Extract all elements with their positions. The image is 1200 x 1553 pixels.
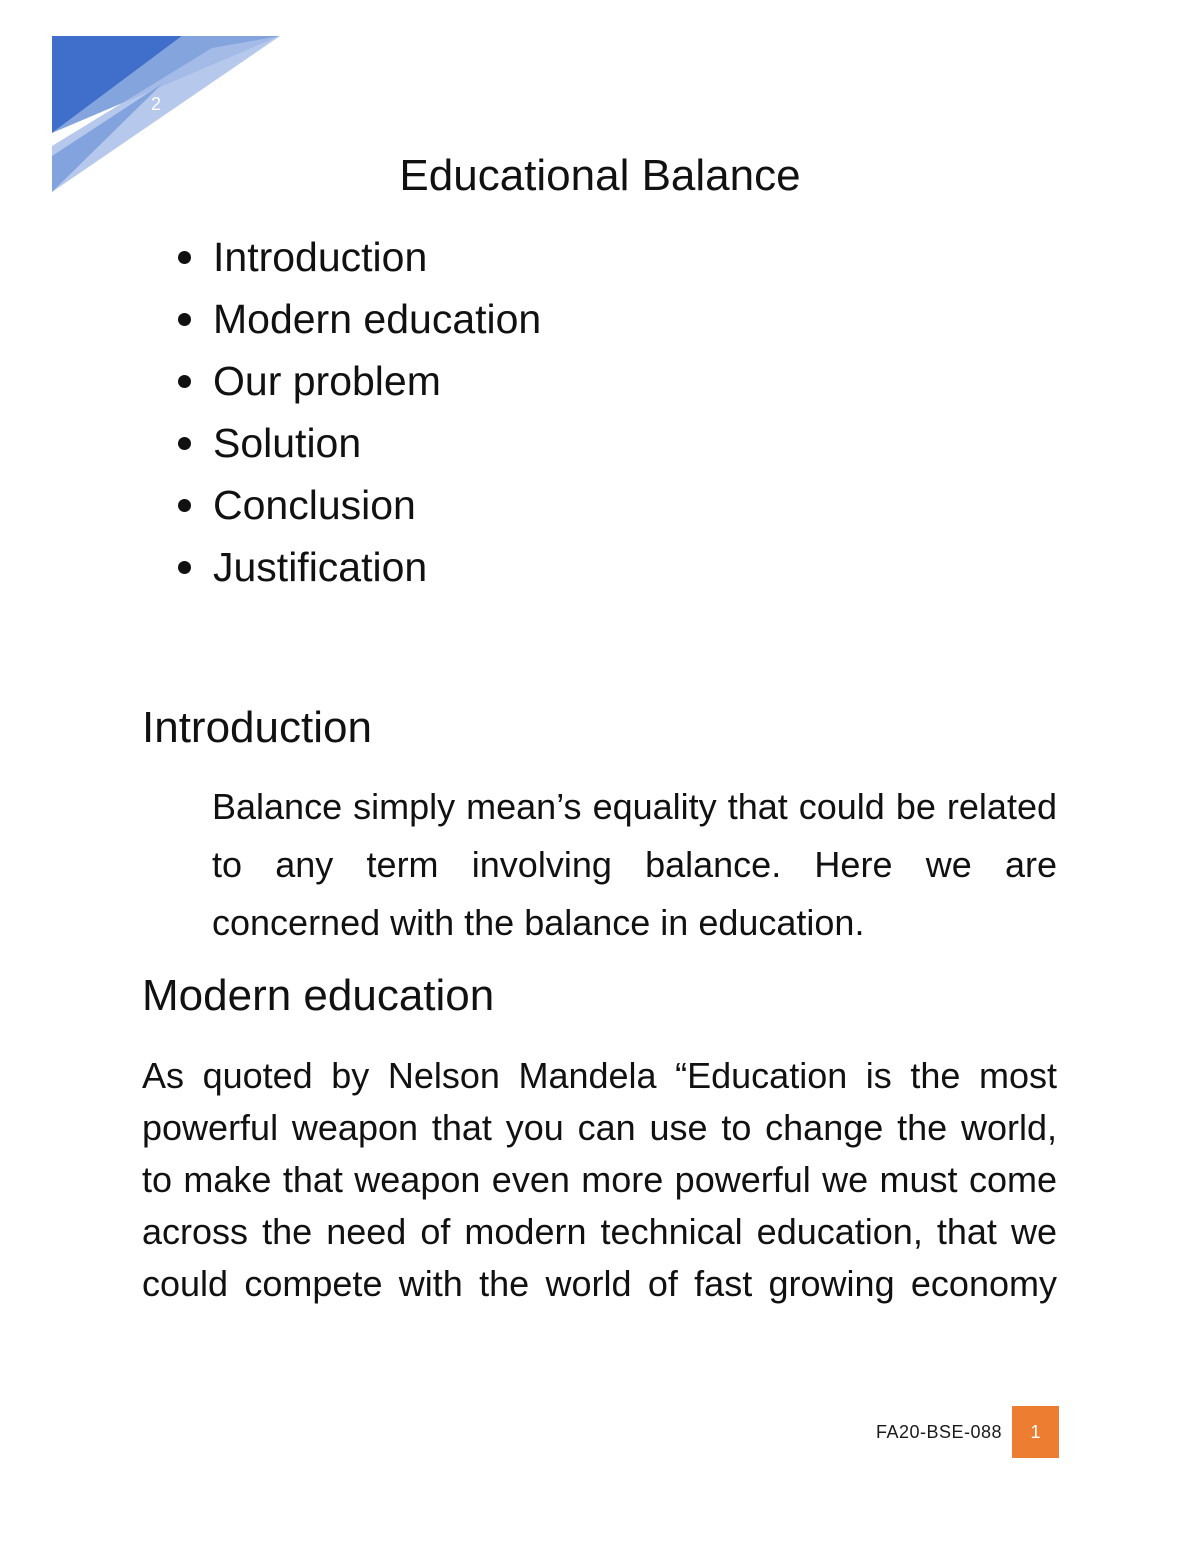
introduction-heading: Introduction bbox=[142, 703, 372, 752]
modern-education-paragraph: As quoted by Nelson Mandela “Education is the most powerful weapon that you can use to change the world, to make that weapon even more powerful we must come across the need of modern technical education, that we could compete with the world of fast growing economy bbox=[142, 1055, 1057, 1304]
toc-item bbox=[168, 288, 541, 350]
toc-item-label: Solution bbox=[213, 419, 362, 466]
bullet-icon bbox=[178, 251, 191, 264]
bullet-icon bbox=[178, 437, 191, 450]
bullet-icon bbox=[178, 375, 191, 388]
introduction-paragraph: Balance simply mean’s equality that could be related to any term involving balance. Here we are concerned with the balance in education. bbox=[212, 786, 1057, 943]
toc-item bbox=[168, 474, 541, 536]
toc-item bbox=[168, 350, 541, 412]
table-of-contents bbox=[168, 226, 541, 598]
toc-item bbox=[168, 412, 541, 474]
toc-item bbox=[168, 536, 541, 598]
document-title: Educational Balance bbox=[399, 151, 801, 200]
modern-education-heading: Modern education bbox=[142, 971, 495, 1020]
footer-document-id: FA20-BSE-088 bbox=[876, 1422, 1003, 1442]
toc-item bbox=[168, 226, 541, 288]
footer-page-number: 1 bbox=[1012, 1406, 1059, 1458]
toc-item-label: Introduction bbox=[213, 233, 428, 280]
bullet-icon bbox=[178, 561, 191, 574]
bullet-icon bbox=[178, 499, 191, 512]
bullet-icon bbox=[178, 313, 191, 326]
toc-item-label: Conclusion bbox=[213, 481, 416, 528]
corner-page-number: 2 bbox=[150, 94, 161, 114]
toc-item-label: Our problem bbox=[213, 357, 441, 404]
toc-item-label: Justification bbox=[213, 543, 428, 590]
toc-item-label: Modern education bbox=[213, 295, 542, 342]
